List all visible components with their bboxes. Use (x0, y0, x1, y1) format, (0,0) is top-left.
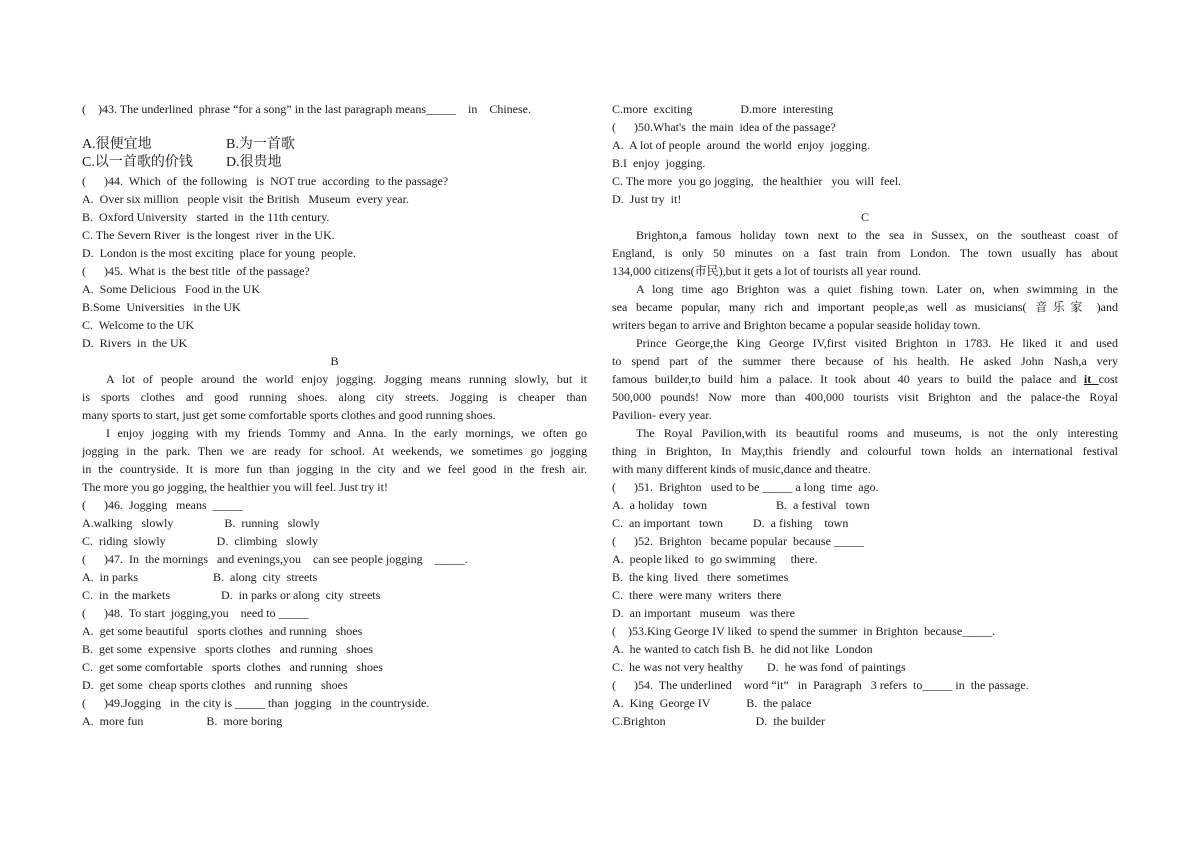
text-line: is sports clothes and good running shoes. along city streets. Jogging is cheaper than (82, 390, 587, 404)
q44-option-c: C. The Severn River is the longest river in the UK. (82, 228, 335, 242)
q45-option-b: B.Some Universities in the UK (82, 300, 241, 314)
q50-option-d: D. Just try it! (612, 192, 682, 206)
passage-c-paragraph-3 (612, 334, 1118, 424)
text-line: The more you go jogging, the healthier you will feel. Just try it! (82, 480, 388, 494)
q52-option-d: D. an important museum was there (612, 606, 795, 620)
q44-option-b: B. Oxford University started in the 11th century. (82, 210, 330, 224)
text-line: thing in Brighton, In May,this friendly and colourful town holds an international festival (612, 444, 1118, 458)
question-44: ( )44. Which of the following is NOT true according to the passage? (82, 174, 449, 188)
text-line: Brighton,a famous holiday town next to the sea in Sussex, on the southeast coast of (636, 228, 1118, 242)
text-line: Pavilion- every year. (612, 408, 712, 422)
q52-option-b: B. the king lived there sometimes (612, 570, 789, 584)
q49-options-ab: A. more fun B. more boring (82, 714, 283, 728)
text-line: 134,000 citizens(市民),but it gets a lot of tourists all year round. (612, 264, 921, 278)
question-52: ( )52. Brighton became popular because _____ (612, 534, 864, 548)
q54-options-ab: A. King George IV B. the palace (612, 696, 812, 710)
text-line: A long time ago Brighton was a quiet fishing town. Later on, when swimming in the (636, 282, 1118, 296)
text-line: England, is only 50 minutes on a fast train from London. The town usually has about (612, 246, 1118, 260)
question-54: ( )54. The underlined word “it” in Paragraph 3 refers to_____ in the passage. (612, 678, 1029, 692)
question-43: ( )43. The underlined phrase “for a song” in the last paragraph means_____ in Chinese. (82, 102, 531, 116)
q50-option-c: C. The more you go jogging, the healthier you will feel. (612, 174, 902, 188)
q51-options-cd: C. an important town D. a fishing town (612, 516, 849, 530)
q47-options-cd: C. in the markets D. in parks or along city streets (82, 588, 381, 602)
q54-options-cd: C.Brighton D. the builder (612, 714, 825, 728)
q53-options-cd: C. he was not very healthy D. he was fond of paintings (612, 660, 906, 674)
q52-option-c: C. there were many writers there (612, 588, 782, 602)
q53-options-ab: A. he wanted to catch fish B. he did not like London (612, 642, 873, 656)
question-46: ( )46. Jogging means _____ (82, 498, 243, 512)
q44-option-a: A. Over six million people visit the British Museum every year. (82, 192, 409, 206)
q50-option-a: A. A lot of people around the world enjoy jogging. (612, 138, 870, 152)
q49-options-cd: C.more exciting D.more interesting (612, 102, 834, 116)
text-line: many sports to start, just get some comfortable sports clothes and good running shoes. (82, 408, 496, 422)
q46-options-ab: A.walking slowly B. running slowly (82, 516, 320, 530)
question-53: ( )53.King George IV liked to spend the summer in Brighton because_____. (612, 624, 996, 638)
text-line: I enjoy jogging with my friends Tommy and Anna. In the early mornings, we often go (106, 426, 587, 440)
q51-options-ab: A. a holiday town B. a festival town (612, 498, 870, 512)
right-column (612, 100, 1118, 730)
text-line: The Royal Pavilion,with its beautiful rooms and museums, is not the only interesting (636, 426, 1118, 440)
q47-options-ab: A. in parks B. along city streets (82, 570, 318, 584)
q48-option-d: D. get some cheap sports clothes and running shoes (82, 678, 348, 692)
question-49: ( )49.Jogging in the city is _____ than jogging in the countryside. (82, 696, 430, 710)
q44-option-d: D. London is the most exciting place for young people. (82, 246, 356, 260)
section-b-heading: B (330, 354, 339, 368)
underlined-word-it: it (1083, 372, 1099, 386)
text-line: with many different kinds of music,dance and theatre. (612, 462, 871, 476)
text-line: writers began to arrive and Brighton became a popular seaside holiday town. (612, 318, 981, 332)
text-line: sea became popular, many rich and important people,as well as musicians( 音乐家 )and (612, 300, 1118, 314)
text-line: jogging in the park. Then we are ready for school. At weekends, we sometimes go jogging (82, 444, 587, 458)
passage-c-paragraph-2 (612, 280, 1118, 334)
text-line: 500,000 pounds! Now more than 400,000 tourists visit Brighton and the palace-the Royal (612, 390, 1118, 404)
question-51: ( )51. Brighton used to be _____ a long time ago. (612, 480, 879, 494)
question-45: ( )45. What is the best title of the passage? (82, 264, 310, 278)
q50-option-b: B.I enjoy jogging. (612, 156, 706, 170)
text-line: in the countryside. It is more fun than jogging in the city and we feel good in the fresh air. (82, 462, 587, 476)
text-line: Prince George,the King George IV,first visited Brighton in 1783. He liked it and used (636, 336, 1118, 350)
q46-options-cd: C. riding slowly D. climbing slowly (82, 534, 319, 548)
text-line: A lot of people around the world enjoy jogging. Jogging means running slowly, but it (106, 372, 587, 386)
passage-c-paragraph-4 (612, 424, 1118, 478)
passage-c-paragraph-1 (612, 226, 1118, 280)
q48-option-c: C. get some comfortable sports clothes and running shoes (82, 660, 383, 674)
q45-option-a: A. Some Delicious Food in the UK (82, 282, 260, 296)
text-line-with-underline (612, 370, 1118, 388)
q43-option-d: D.很贵地 (226, 155, 282, 170)
spacer (82, 118, 587, 136)
text-segment: famous builder,to build him a palace. It took about 40 years to build the palace and (612, 372, 1084, 386)
text-segment: cost (1098, 372, 1118, 386)
question-48: ( )48. To start jogging,you need to _____ (82, 606, 309, 620)
section-c-heading: C (860, 210, 869, 224)
q45-option-c: C. Welcome to the UK (82, 318, 195, 332)
passage-b-paragraph-1 (82, 370, 587, 424)
text-line: to spend part of the summer there because of his health. He asked John Nash,a very (612, 354, 1118, 368)
passage-b-paragraph-2 (82, 424, 587, 496)
q52-option-a: A. people liked to go swimming there. (612, 552, 818, 566)
question-50: ( )50.What's the main idea of the passage? (612, 120, 836, 134)
q45-option-d: D. Rivers in the UK (82, 336, 188, 350)
q48-option-a: A. get some beautiful sports clothes and running shoes (82, 624, 363, 638)
q43-option-a: A.很便宜地 (82, 137, 152, 152)
q48-option-b: B. get some expensive sports clothes and running shoes (82, 642, 373, 656)
q43-option-b: B.为一首歌 (226, 137, 295, 152)
q43-option-c: C.以一首歌的价钱 (82, 155, 193, 170)
left-column (82, 100, 587, 730)
q43-options-cd (82, 154, 587, 172)
question-47: ( )47. In the mornings and evenings,you can see people jogging _____. (82, 552, 468, 566)
q43-options-ab (82, 136, 587, 154)
